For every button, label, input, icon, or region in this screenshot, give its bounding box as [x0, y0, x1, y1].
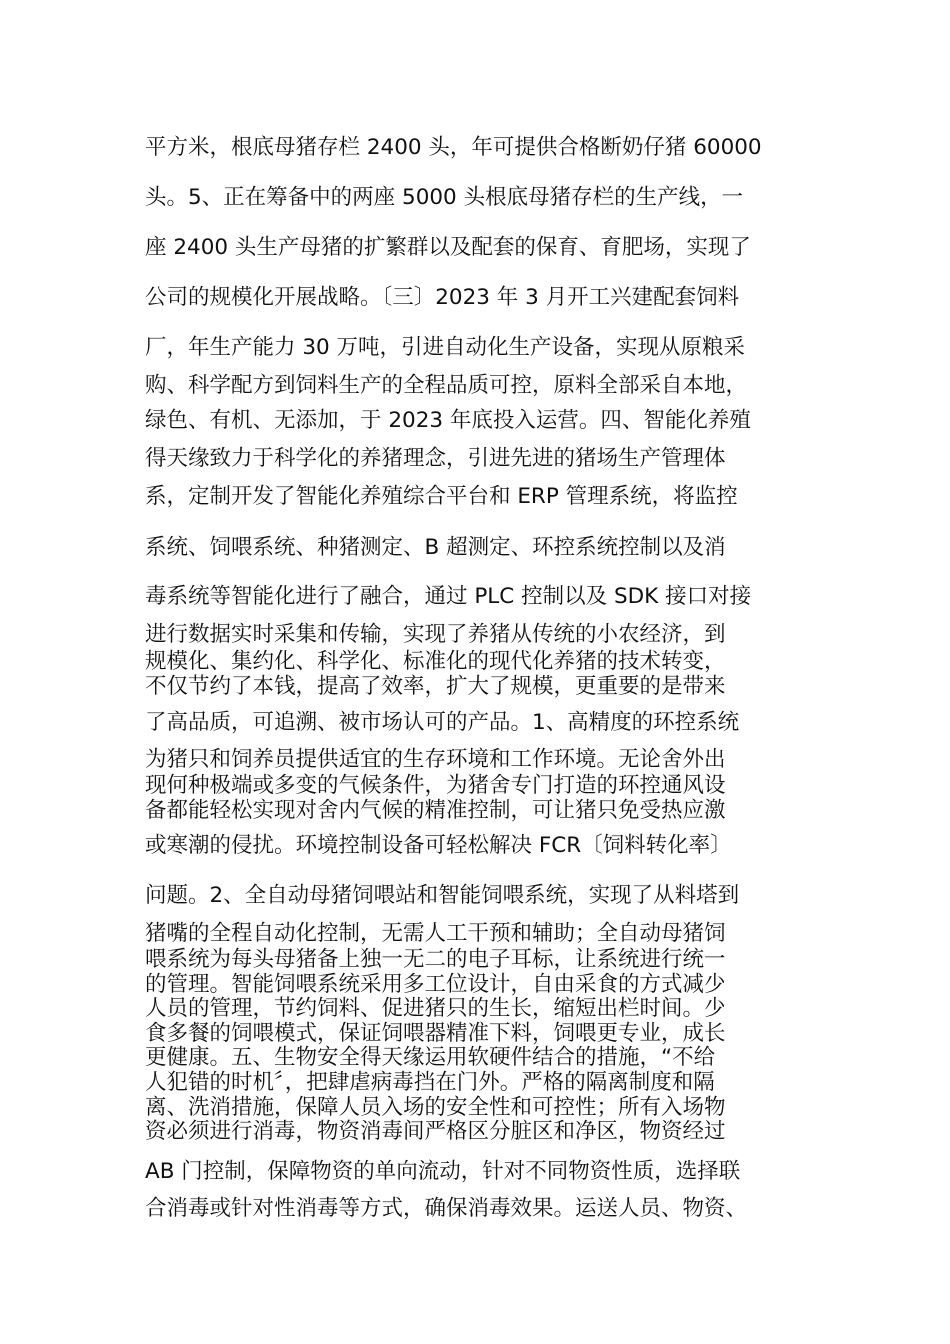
text-line: 购、科学配方到饲料生产的全程品质可控，原料全部采自本地， — [145, 373, 748, 398]
text-line: 得天缘致力于科学化的养猪理念，引进先进的猪场生产管理体 — [145, 446, 726, 471]
text-line: 离、洗消措施，保障人员入场的安全性和可控性；所有入场物 — [145, 1095, 726, 1120]
text-line: 人员的管理，节约饲料、促进猪只的生长，缩短出栏时间。少 — [145, 996, 726, 1021]
text-line: 头。5、正在筹备中的两座 5000 头根底母猪存栏的生产线，一 — [145, 185, 744, 210]
text-line: 进行数据实时采集和传输，实现了养猪从传统的小农经济，到 — [145, 622, 726, 647]
text-line: 绿色、有机、无添加，于 2023 年底投入运营。四、智能化养殖 — [145, 408, 751, 433]
text-line: 现何种极端或多变的气候条件，为猪舍专门打造的环控通风设 — [145, 773, 726, 798]
text-line: 资必须进行消毒，物资消毒间严格区分脏区和净区，物资经过 — [145, 1119, 726, 1144]
text-line: 的管理。智能饲喂系统采用多工位设计，自由采食的方式减少 — [145, 972, 726, 997]
text-line: 系，定制开发了智能化养殖综合平台和 ERP 管理系统，将监控 — [145, 484, 738, 509]
text-line: 毒系统等智能化进行了融合，通过 PLC 控制以及 SDK 接口对接 — [145, 584, 752, 609]
text-line: AB 门控制，保障物资的单向流动，针对不同物资性质，选择联 — [145, 1159, 741, 1184]
text-line: 平方米，根底母猪存栏 2400 头，年可提供合格断奶仔猪 60000 — [145, 135, 762, 160]
text-line: 座 2400 头生产母猪的扩繁群以及配套的保育、育肥场，实现了 — [145, 235, 751, 260]
text-line: 公司的规模化开展战略。〔三〕2023 年 3 月开工兴建配套饲料 — [145, 285, 740, 310]
text-line: 合消毒或针对性消毒等方式，确保消毒效果。运送人员、物资、 — [145, 1196, 748, 1221]
text-line: 更健康。五、生物安全得天缘运用软硬件结合的措施，“不给 — [145, 1045, 716, 1070]
text-line: 规模化、集约化、科学化、标准化的现代化养猪的技术转变， — [145, 649, 726, 674]
text-line: 系统、饲喂系统、种猪测定、B 超测定、环控系统控制以及消 — [145, 535, 726, 560]
text-line: 了高品质，可追溯、被市场认可的产品。1、高精度的环控系统 — [145, 710, 740, 735]
text-line: 或寒潮的侵扰。环境控制设备可轻松解决 FCR〔饲料转化率〕 — [145, 833, 732, 858]
text-line: 为猪只和饲养员提供适宜的生存环境和工作环境。无论舍外出 — [145, 747, 726, 772]
text-line: 食多餐的饲喂模式，保证饲喂器精准下料，饲喂更专业，成长 — [145, 1021, 726, 1046]
text-line: 喂系统为每头母猪备上独一无二的电子耳标，让系统进行统一 — [145, 947, 726, 972]
text-line: 问题。2、全自动母猪饲喂站和智能饲喂系统，实现了从料塔到 — [145, 883, 740, 908]
text-line: 不仅节约了本钱，提高了效率，扩大了规模，更重要的是带来 — [145, 674, 726, 699]
text-line: 备都能轻松实现对舍内气候的精准控制，可让猪只免受热应激 — [145, 798, 726, 823]
text-line: 厂，年生产能力 30 万吨，引进自动化生产设备，实现从原粮采 — [145, 335, 746, 360]
text-line: 猪嘴的全程自动化控制，无需人工干预和辅助；全自动母猪饲 — [145, 921, 726, 946]
text-line: 人犯错的时机〞，把肆虐病毒挡在门外。严格的隔离制度和隔 — [145, 1070, 715, 1095]
